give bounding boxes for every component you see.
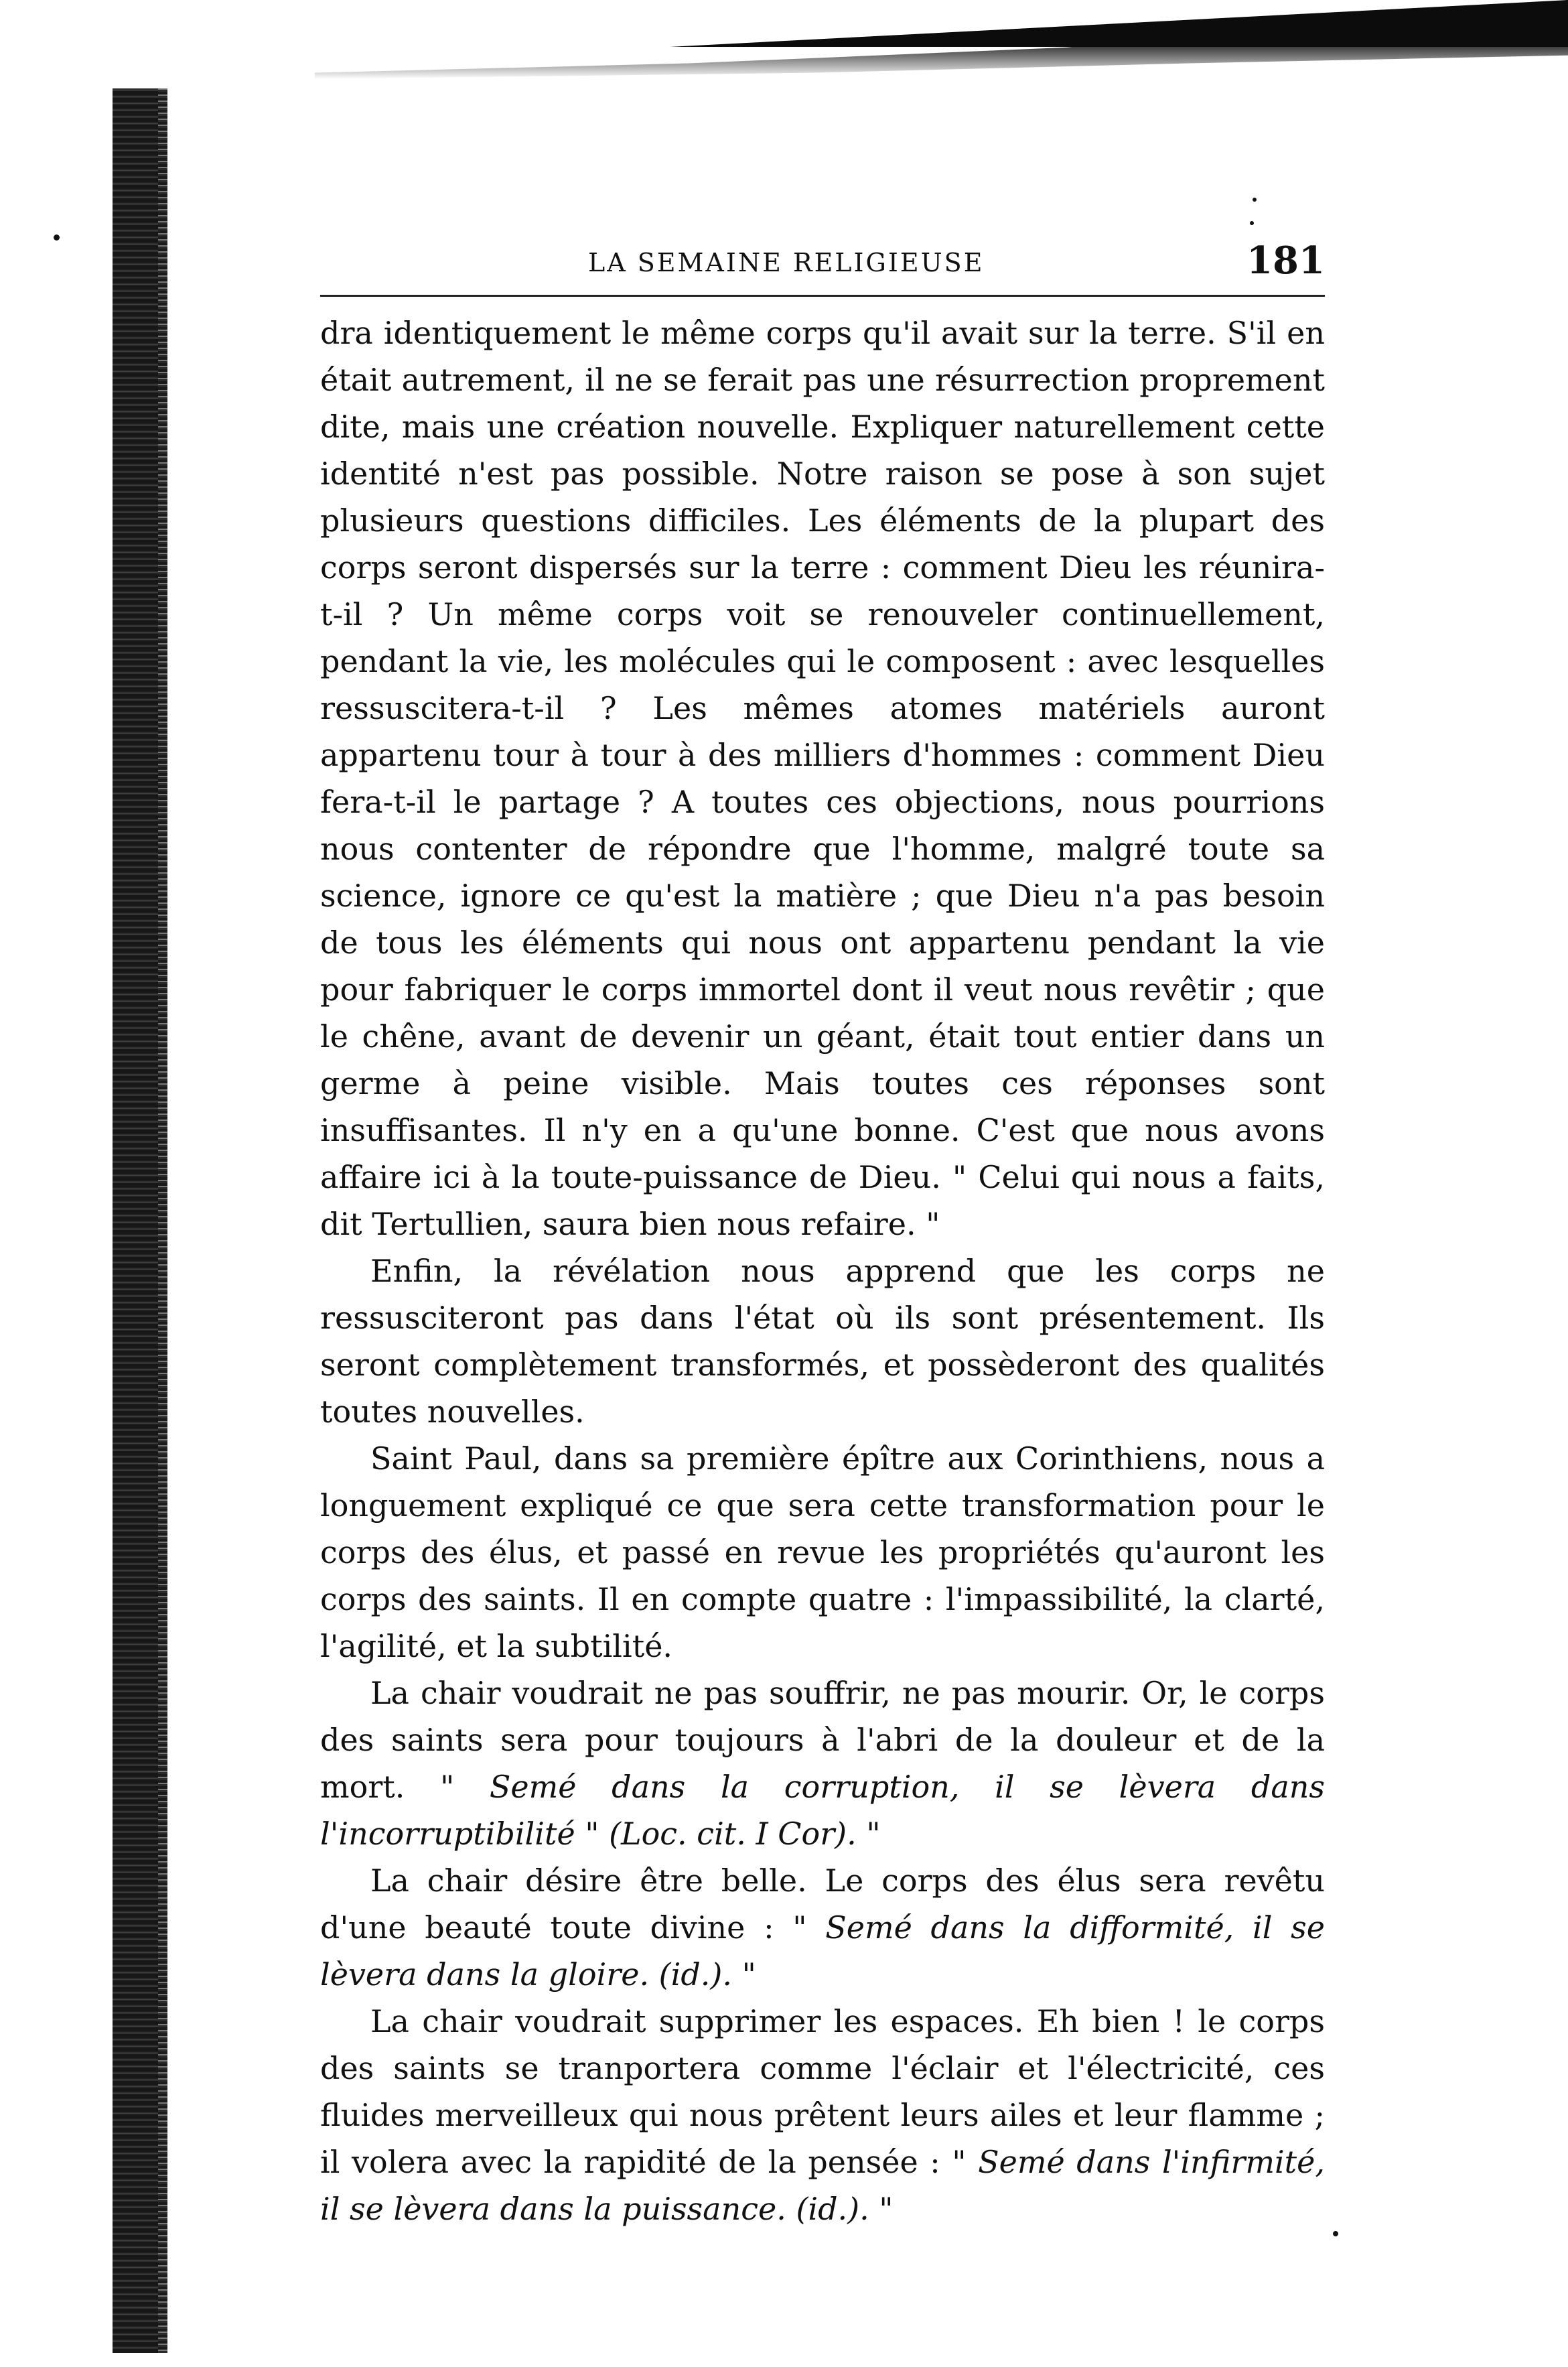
text-run: dra identiquement le même corps qu'il avait sur la terre. S'il en était autrement, il ne se ferait pas une résurrection proprement dite, mais une création nouvelle. Expliquer naturellement cette identité n'est pas possible. Notre raison se pose à son sujet plusieurs questions difficiles. Les éléments de la plupart des corps seront dispersés sur la terre : comment Dieu les réunira-t-il ? Un même corps voit se renouveler continuellement, pendant la vie, les molécules qui le composent : avec lesquelles ressuscitera-t-il ? Les mêmes atomes matériels auront appartenu tour à tour à des milliers d'hommes : comment Dieu fera-t-il le partage ? A toutes ces objections, nous pourrions nous contenter de répondre que l'homme, malgré toute sa science, ignore ce qu'est la matière ; que Dieu n'a pas besoin de tous les éléments qui nous ont appartenu pendant la vie pour fabriquer le corps immortel dont il veut nous revêtir ; que le chêne, avant de devenir un géant, était tout entier dans un germe à peine visible. Mais toutes ces réponses sont insuffisantes. Il n'y en a qu'une bonne. C'est que nous avons affaire ici à la toute-puissance de Dieu. " Celui qui nous a faits, dit Tertullien, saura bien nous refaire. " bbox=[320, 315, 1325, 1242]
scan-speck bbox=[1250, 221, 1254, 225]
text-run: La chair voudrait ne pas souffrir, ne pas mourir. Or, le corps des saints sera pour toujours à l'abri de la douleur et de la mort. " bbox=[320, 1675, 1325, 1805]
scripture-quote: Semé dans l'infirmité, il se lèvera dans la puissance. (id.). bbox=[320, 2144, 1325, 2227]
scan-speck bbox=[54, 234, 60, 241]
header-rule bbox=[320, 295, 1325, 297]
paragraph bbox=[320, 1998, 1325, 2232]
text-run: " bbox=[575, 1816, 610, 1852]
paragraph bbox=[320, 310, 1325, 1247]
scripture-quote: Semé dans la difformité, il se lèvera dans la gloire. (id.). bbox=[320, 1909, 1325, 1992]
scan-dark-band bbox=[670, 0, 1568, 47]
text-run: Saint Paul, dans sa première épître aux Corinthiens, nous a longuement expliqué ce que sera cette transformation pour le corps des élus, et passé en revue les propriétés qu'auront les corps des saints. Il en compte quatre : l'impassibilité, la clarté, l'agilité, et la subtilité. bbox=[320, 1440, 1325, 1664]
paragraph bbox=[320, 1435, 1325, 1670]
running-title: LA SEMAINE RELIGIEUSE bbox=[588, 248, 985, 277]
text-run: Enfin, la révélation nous apprend que les corps ne ressusciteront pas dans l'état où ils sont présentement. Ils seront complètement transformés, et possèderont des qualités toutes nouvelles. bbox=[320, 1253, 1325, 1430]
scripture-reference: (Loc. cit. I Cor). bbox=[609, 1816, 857, 1852]
text-run: " bbox=[869, 2191, 894, 2227]
page-header bbox=[320, 239, 1325, 291]
paragraph bbox=[320, 1247, 1325, 1435]
text-run: La chair désire être belle. Le corps des élus sera revêtu d'une beauté toute divine : " bbox=[320, 1863, 1325, 1946]
text-run: La chair voudrait supprimer les espaces. Eh bien ! le corps des saints se tranportera comme l'éclair et l'électricité, ces fluides merveilleux qui nous prêtent leurs ailes et leur flamme ; il volera avec la rapidité de la pensée : " bbox=[320, 2003, 1325, 2180]
page-body bbox=[320, 310, 1325, 2232]
scripture-quote: Semé dans la corruption, il se lèvera dans l'incorruptibilité bbox=[320, 1769, 1326, 1852]
text-run: " bbox=[731, 1956, 756, 1992]
scan-speck bbox=[1333, 2231, 1338, 2236]
paragraph bbox=[320, 1857, 1325, 1998]
book-spine-shadow bbox=[113, 88, 163, 2353]
paragraph bbox=[320, 1670, 1325, 1857]
page-number: 181 bbox=[1246, 239, 1325, 283]
text-run: " bbox=[856, 1816, 881, 1852]
book-spine-edge bbox=[158, 88, 167, 2353]
scan-speck bbox=[1253, 198, 1257, 202]
